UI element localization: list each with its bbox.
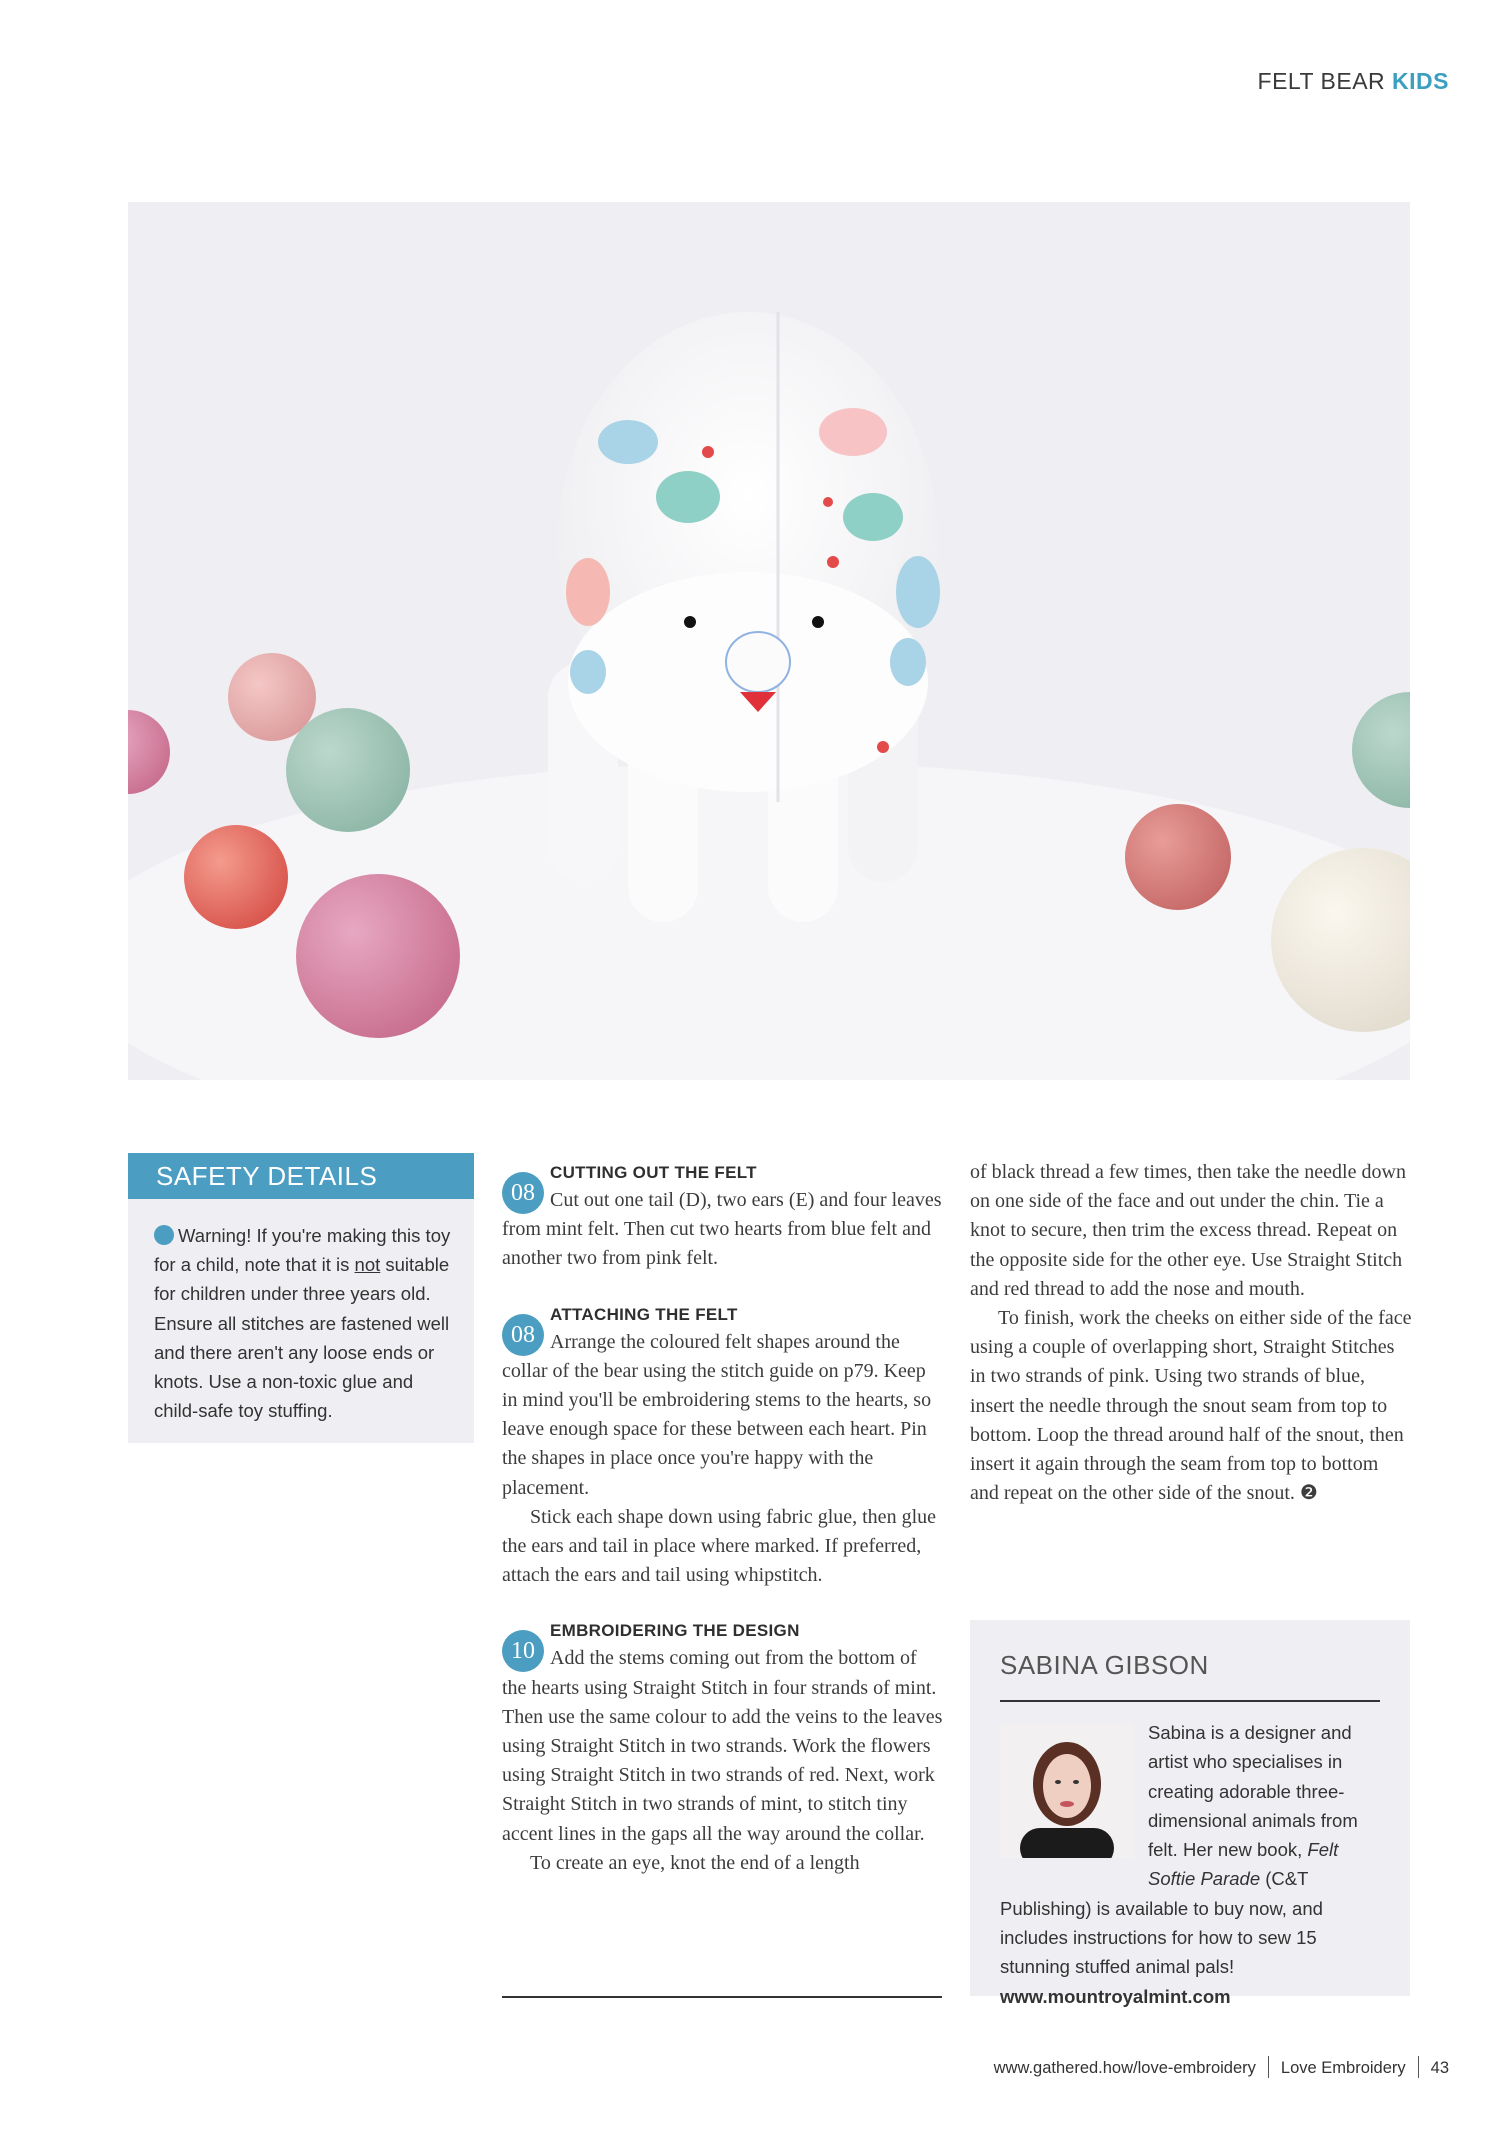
step-paragraph: Arrange the coloured felt shapes around the collar of the bear using the stitch guide on p79. Keep in mind you'll be embroidering stems to the hearts, so leave enough space for these between each heart. Pin the shapes in place once you're happy with the placement. [502,1330,932,1499]
warning-icon [154,1225,174,1245]
end-mark-icon: ❷ [1299,1482,1318,1505]
section-header [1258,68,1449,95]
step-cutting [502,1160,944,1274]
footer-url[interactable]: www.gathered.how/love-embroidery [993,2059,1256,2077]
step-paragraph: Cut out one tail (D), two ears (E) and four leaves from mint felt. Then cut two hearts from blue felt and another two from pink felt. [502,1189,942,1270]
safety-details-box [128,1153,474,1443]
continued-paragraph: of black thread a few times, then take the needle down on one side of the face and out under the chin. Tie a knot to secure, then trim the excess thread. Repeat on the opposite side for the other eye. Use Straight Stitch and red thread to add the nose and mouth. [970,1161,1406,1300]
column-divider-rule [502,1996,942,1998]
instructions-column-2 [502,1160,944,1878]
step-title: CUTTING OUT THE FELT [550,1163,757,1182]
author-name: SABINA GIBSON [1000,1650,1209,1680]
step-number-badge: 08 [502,1172,544,1214]
safety-title: SAFETY DETAILS [128,1153,474,1199]
step-title: ATTACHING THE FELT [550,1304,738,1324]
step-paragraph: To create an eye, knot the end of a length [530,1851,860,1874]
step-paragraph: Add the stems coming out from the bottom of the hearts using Straight Stitch in four strands of mint. Then use the same colour to add the veins to the leaves using Straight Stitch in two strands. Work the flowers using Straight Stitch in two strands of red. Next, work Straight Stitch in two strands of mint, to stitch tiny accent lines in the gaps all the way around the collar. [502,1647,943,1845]
step-embroidering [502,1618,944,1878]
safety-text: Warning! If you're making this toy for a child, note that it is not suitable for children under three years old. Ensure all stitches are fastened well and there aren't any loose ends or knots. Use a non-toxic glue and child-safe toy stuffing. [154,1225,451,1422]
page-footer [994,2056,1449,2078]
header-accent: KIDS [1392,68,1449,94]
author-website-link[interactable]: www.mountroyalmint.com [1000,1985,1231,2007]
finish-paragraph: To finish, work the cheeks on either side of the face using a couple of overlapping short, Straight Stitches in two strands of pink. Using two strands of blue, insert the needle through the snout seam from top to bottom. Loop the thread around half of the snout, then insert it again through the seam from top to bottom and repeat on the other side of the snout. ❷ [970,1307,1412,1505]
instructions-column-3 [970,1158,1412,1508]
book-title: Felt Softie Parade [1148,1839,1339,1890]
step-number-badge: 08 [502,1314,544,1356]
step-number-badge: 10 [502,1630,544,1672]
author-rule [1000,1700,1380,1702]
step-paragraph: Stick each shape down using fabric glue, then glue the ears and tail in place where marked. If preferred, attach the ears and tail using whipstitch. [502,1505,936,1587]
felt-bear-photo [128,202,1410,1080]
author-box [970,1620,1410,2007]
footer-magazine: Love Embroidery [1280,2059,1406,2077]
footer-separator [1418,2056,1419,2078]
step-title: EMBROIDERING THE DESIGN [550,1621,800,1641]
step-attaching [502,1302,944,1591]
footer-separator [1268,2056,1269,2078]
header-prefix: FELT BEAR [1257,68,1393,94]
page-number: 43 [1430,2059,1449,2077]
author-bio: Sabina is a designer and artist who specialises in creating adorable three-dimensional animals from felt. Her new book, Felt Softie Parade (C&T Publishing) is available to buy now, and includes instructions for how to sew 15 stunning stuffed animal pals! www.mountroyalmint.com [1000,1722,1358,2007]
